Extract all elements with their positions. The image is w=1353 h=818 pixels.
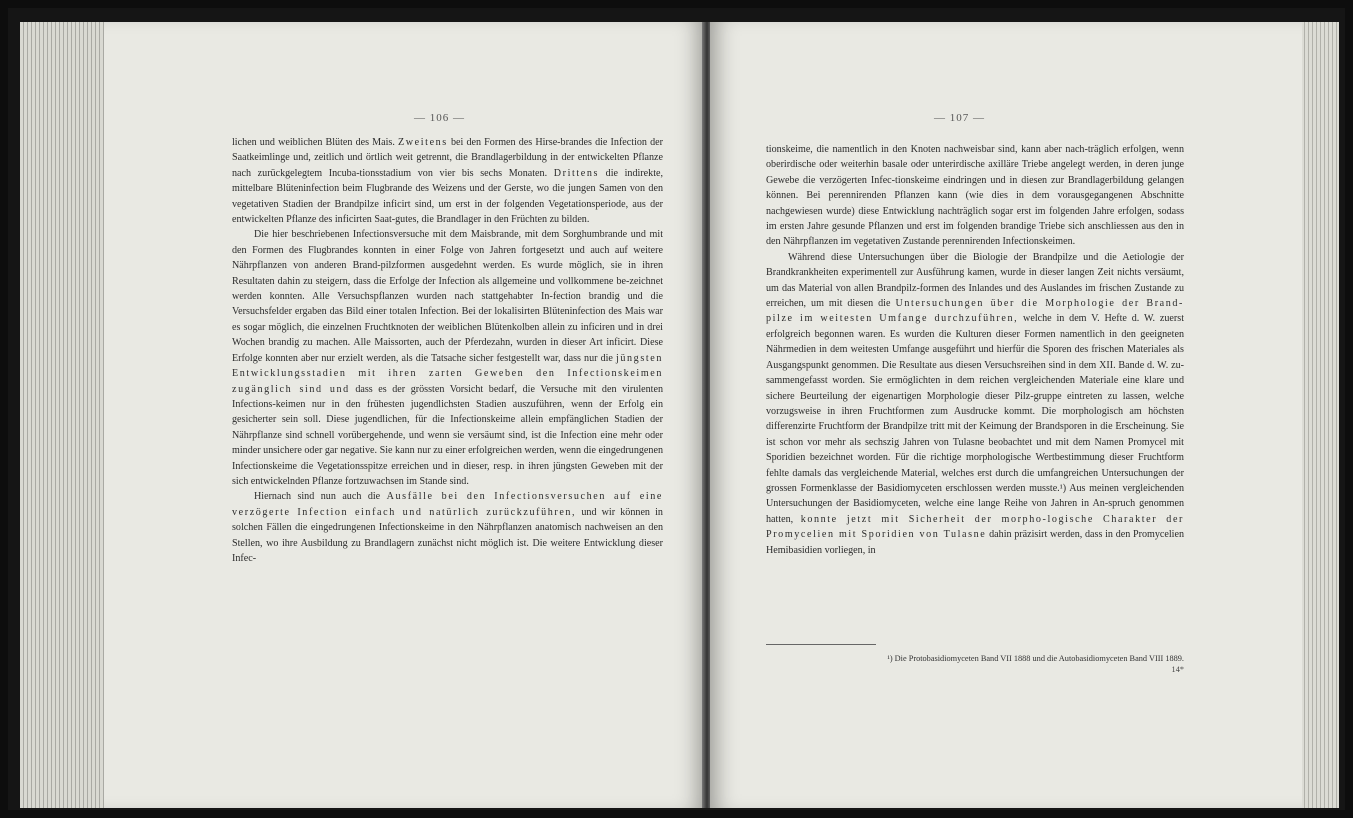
paragraph-text: die indirekte, mittelbare Blüteninfection beim Flugbrande des Weizens und der Gerste, wo die jungen Samen von den vegetativen Stadien der Brandpilze inficirt sind, um erst in der folgenden Vegetationsperiode, aus der entwickelten Pflanze des inficirten Saat-gutes, die Brandlager in den Früchten zu bilden.: [232, 167, 664, 226]
spaced-emphasis-text: konnte jetzt mit Sicherheit der morpho-logische Charakter der Promycelien mit Sporidien von Tulasne: [766, 513, 1184, 541]
spaced-emphasis-text: Drittens: [553, 167, 600, 179]
signature-mark: 14*: [1171, 665, 1184, 674]
paragraph-text: und wir können in solchen Fällen die eingedrungenen Infectionskeime in den Nährpflanzen anatomisch nachweisen an den Stellen, wo ihre Ausbildung zu Brandlagern zunächst nicht möglich ist. Die weitere Entwicklung dieser Infec-: [232, 506, 663, 564]
paragraph-text: tionskeime, die namentlich in den Knoten nachweisbar sind, kann aber nach-träglich erfolgen, wenn oberirdische oder weiterhin basale oder unterirdische axilläre Triebe angelegt werden, in deren junge Gewebe die verzögerten Infec-tionskeime eindringen und in diesen zur Brandlagerbildung gelangen können. Bei perennirenden Pflanzen kann (wie dies in dem vorausgegangenen Abschnitte nachgewiesen wurde) diese Entwicklung nachträglich sogar erst im folgenden Jahre erfolgen, sodass im ersten Jahre gesunde Pflanzen und erst im folgenden brandige Triebe sich anschliessen aus den in den Nährpflanzen im vegetativen Zustande perennirenden Infectionskeimen.: [766, 144, 1184, 248]
paragraph-text: dass es der grössten Vorsicht bedarf, die Versuche mit den virulenten Infections-keimen nur in den frühesten jugendlichsten Stadien auszuführen, wenn der Erfolg ein gesicherter sein soll. Diese jugendlichen, für die Infectionskeime allein empfänglichen Stadien der Nährpflanze sind schnell vorübergehende, und wenn sie versäumt sind, ist die Infection eine mehr oder minder unsichere oder gar negative. Sie kann nur zu einer erfolgreichen werden, wenn die eingedrungenen Infectionskeime die Vegetationsspitze erreichen und in dieser, resp. in ihren jüngsten Geweben mit der sich entwickelnden Pflanze fortzuwachsen im Stande sind.: [232, 383, 663, 487]
paragraph: [232, 135, 663, 227]
left-page: [104, 22, 704, 808]
paragraph-text: Hiernach sind nun auch die: [254, 491, 387, 503]
footnote-rule: [766, 644, 876, 645]
left-page-body: [232, 135, 663, 566]
spaced-emphasis-text: Zweitens: [398, 137, 448, 148]
right-page-number: — 107 —: [934, 112, 985, 124]
paragraph-text: welche in dem V. Hefte d. W. zuerst erfolgreich begonnen waren. Es wurden die Kulturen dieser Formen namentlich in den geeigneten Nährmedien in dem weitesten Umfange ausgeführt und hierfür die Sporen des frischen Materiales als Ausgangspunkt genommen. Die Resultate aus diesen Versuchsreihen sind in dem XII. Bande d. W. zu-sammengefasst worden. Sie ermöglichten in dem reichen vergleichenden Materiale eine klare und sichere Beurteilung der eigenartigen Morphologie dieser Pilz-gruppe eintreten zu lassen, welche vorzugsweise in ihren Fruchtformen zum Ausdrucke kommt. Die morphologisch am höchsten differenzirte Fruchtform der Brandpilze tritt mit der Keimung der Brandsporen in die Erscheinung. Sie ist schon vor mehr als sechszig Jahren von Tulasne beobachtet und mit dem Namen Promycel mit Sporidien bezeichnet worden. Für die richtige morphologische Wertbestimmung dieser Fruchtform fehlte damals das vergleichende Material, welches erst durch die umfangreichen Untersuchungen der grossen Formenklasse der Basidiomyceten erschlossen werden musste.¹) Aus meinen vergleichenden Untersuchungen der Basidiomyceten, welche eine lange Reihe von Jahren in An-spruch genommen hatten,: [766, 313, 1185, 525]
left-page-edges: [20, 22, 108, 808]
spaced-emphasis-text: Untersuchungen über die Morphologie der Brand-pilze im weitesten Umfange durchzuführen,: [766, 298, 1184, 325]
paragraph-text: Während diese Untersuchungen über die Biologie der Brandpilze und die Aetiologie der Brandkrankheiten experimentell zur Ausführung kamen, wurde in dieser langen Zeit nichts versäumt, um das Material von allen Brandpilz-formen des Inlandes und des Auslandes im frischen Zustande zu erreichen, um mit diesen die: [766, 251, 1184, 310]
paragraph: [766, 250, 1184, 558]
spaced-emphasis-text: jüngsten Entwicklungsstadien mit ihren zarten Geweben den Infectionskeimen zugänglich sind und: [232, 352, 663, 395]
paragraph-text: bei den Formen des Hirse-brandes die Infection der Saatkeimlinge und, zeitlich und örtlich weit getrennt, die Brandlagerbildung in der entwickelten Pflanze nach zurückgelegtem Incuba-tionsstadium von vier bis sechs Monaten.: [232, 137, 664, 179]
right-page: [710, 22, 1302, 808]
paragraph-text: Die hier beschriebenen Infectionsversuche mit dem Maisbrande, mit dem Sorghumbrande und mit den Formen des Flugbrandes konnten in einer Folge von Jahren fortgesetzt und auch auf weitere Nährpflanzen von anderen Brand-pilzformen ausgedehnt werden. Es wurde möglich, sie in ihren Resultaten dahin zu steigern, dass die Erfolge der Infection als allgemeine und vollkommene be-zeichnet werden konnten. Alle Versuchspflanzen wurden nach stattgehabter In-fection brandig und die Versuchsfelder ergaben das Bild einer totalen Infection. Bei der lokalisirten Blüteninfection des Mais war es sogar möglich, die einzelnen Fruchtknoten der weiblichen Blütenkolben allein zu inficiren und in drei Wochen brandig zu machen. Alle Maissorten, auch der Pferdezahn, wurden in dieser Art inficirt. Diese Erfolge konnten aber nur erzielt werden, als die Tatsache sicher festgestellt war, dass nur die: [232, 229, 663, 364]
paragraph-text: dahin präzisirt werden, dass in den Promycelien Hemibasidien vorliegen, in: [766, 529, 1185, 556]
right-page-body: [766, 142, 1184, 558]
paragraph: [766, 142, 1184, 250]
paragraph-text: lichen und weiblichen Blüten des Mais.: [232, 137, 399, 148]
paragraph: [232, 489, 663, 566]
paragraph: [232, 227, 663, 489]
spaced-emphasis-text: Ausfälle bei den Infectionsversuchen auf eine verzögerte Infection einfach und natürlich zurückzuführen,: [232, 491, 663, 518]
left-page-number: — 106 —: [414, 112, 465, 124]
book-scan: [8, 8, 1345, 810]
footnote: ¹) Die Protobasidiomyceten Band VII 1888 und die Autobasidiomyceten Band VIII 1889.: [887, 654, 1184, 663]
